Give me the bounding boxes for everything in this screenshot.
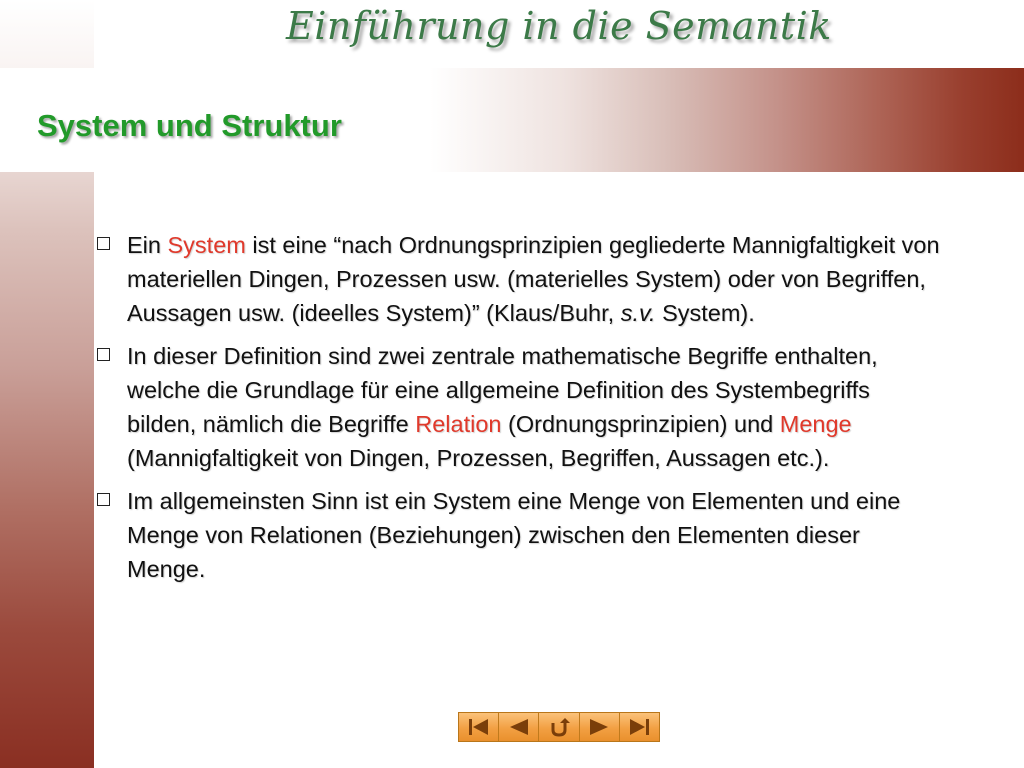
last-slide-button[interactable] xyxy=(620,713,659,741)
highlight-term: System xyxy=(167,232,246,258)
bullet-text: In dieser Definition sind zwei zentrale mathematische Begriffe enthalten, welche die Grundlage für eine allgemeine Definition des Systembegriffs bilden, nämlich die Begriffe Relation (Ordnungsprinzipien) und Menge (Mannigfaltigkeit von Dingen, Prozessen, Begriffen, Aussagen etc.). xyxy=(127,343,878,471)
last-slide-icon xyxy=(626,716,652,738)
return-button[interactable] xyxy=(539,713,579,741)
square-bullet-icon xyxy=(97,493,110,506)
highlight-term: Relation xyxy=(415,411,502,437)
previous-slide-icon xyxy=(506,716,532,738)
banner xyxy=(0,0,1024,68)
return-icon xyxy=(546,716,572,738)
bullet-list xyxy=(92,228,942,595)
square-bullet-icon xyxy=(97,348,110,361)
bullet-text: Im allgemeinsten Sinn ist ein System eine Menge von Elementen und eine Menge von Relationen (Beziehungen) zwischen den Elementen dieser Menge. xyxy=(127,488,901,582)
italic-term: s.v. xyxy=(620,300,656,326)
first-slide-icon xyxy=(466,716,492,738)
square-bullet-icon xyxy=(97,237,110,250)
previous-slide-button[interactable] xyxy=(499,713,539,741)
slide-navigation xyxy=(458,712,660,742)
next-slide-button[interactable] xyxy=(580,713,620,741)
highlight-term: Menge xyxy=(779,411,852,437)
banner-title: Einführung in die Semantik xyxy=(286,4,832,48)
next-slide-icon xyxy=(586,716,612,738)
bullet-item xyxy=(92,339,942,475)
bullet-item xyxy=(92,484,942,586)
bullet-text: Ein System ist eine “nach Ordnungsprinzipien gegliederte Mannigfaltigkeit von materiellen Dingen, Prozessen usw. (materielles System) oder von Begriffen, Aussagen usw. (ideelles System)” (Klaus/Buhr, s.v. System). xyxy=(127,232,940,326)
bullet-item xyxy=(92,228,942,330)
slide-title: System und Struktur xyxy=(37,108,342,143)
first-slide-button[interactable] xyxy=(459,713,499,741)
